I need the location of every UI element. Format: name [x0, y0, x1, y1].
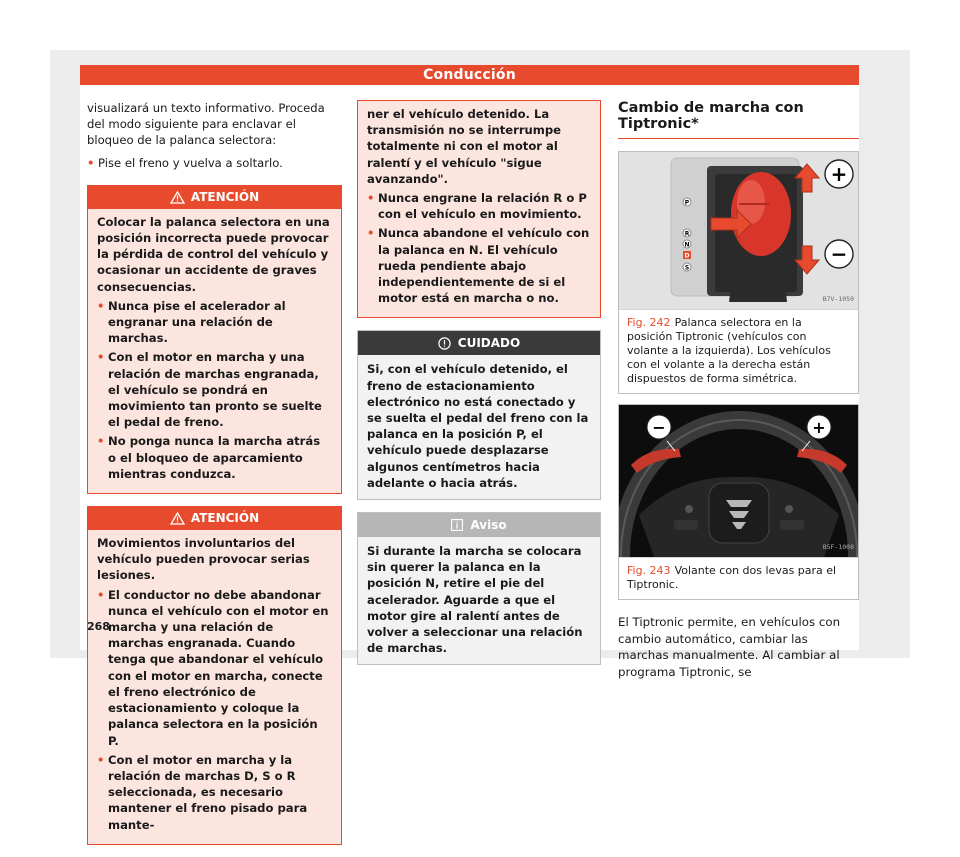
- warning-lead: Movimientos involuntarios del vehículo pueden provocar serias lesiones.: [97, 536, 310, 583]
- warning-item: • Nunca abandone el vehículo con la palanca en N. El vehículo rueda pendiente abajo independientemente de si el motor está en marcha o no.: [367, 225, 591, 306]
- warning-title: ATENCIÓN: [190, 511, 260, 526]
- caution-box: [357, 330, 601, 500]
- minus-symbol: −: [652, 418, 666, 438]
- warning-header: [88, 507, 341, 530]
- chapter-header: Conducción: [80, 65, 859, 85]
- caution-body: Si, con el vehículo detenido, el freno de estacionamiento electrónico no está conectado y se suelta el pedal del freno con la palanca en la posición P, el vehículo puede desplazarse algunos centímetros hacia adelante o hacia atrás.: [367, 362, 589, 490]
- caution-circle-icon: [438, 337, 451, 350]
- gear-label: N: [684, 241, 690, 249]
- figure-number: Fig. 243: [627, 564, 671, 578]
- plus-symbol: +: [812, 418, 826, 438]
- figure-code: B5F-1008: [822, 543, 854, 552]
- column-1: [87, 100, 342, 857]
- section-title: Cambio de marcha con Tiptronic*: [618, 100, 859, 139]
- figure-caption-text: Volante con dos levas para el Tiptronic.: [627, 564, 837, 592]
- notice-body: Si durante la marcha se colocara sin querer la palanca en la posición N, retire el pie del acelerador. Aguarde a que el motor gire al ralentí antes de volver a seleccionar una relación de marchas.: [367, 544, 583, 656]
- selector-lever-illustration: [619, 152, 858, 309]
- column-2: [357, 100, 601, 677]
- selector-lever-image: [619, 152, 858, 310]
- intro-paragraph: visualizará un texto informativo. Proceda del modo siguiente para enclavar el bloqueo de la palanca selectora:: [87, 101, 325, 148]
- steering-wheel-illustration: [619, 405, 858, 557]
- figure-243: [618, 404, 859, 600]
- warning-item: • Con el motor en marcha y una relación de marchas engranada, el vehículo se pondrá en movimiento tan pronto se suelte el pedal de freno.: [97, 349, 332, 430]
- info-icon: [451, 519, 463, 531]
- step-bullet: • Pise el freno y vuelva a soltarlo.: [87, 155, 342, 171]
- figure-caption: [619, 558, 858, 599]
- warning-item: • Nunca engrane la relación R o P con el vehículo en movimiento.: [367, 190, 591, 222]
- gear-label: D: [684, 252, 690, 260]
- minus-symbol: −: [830, 242, 848, 267]
- warning-continuation-box: [357, 100, 601, 318]
- warning-header: [88, 186, 341, 209]
- body-paragraph: El Tiptronic permite, en vehículos con cambio automático, cambiar las marchas manualmente. Al cambiar al programa Tiptronic, se: [618, 615, 841, 679]
- caution-title: CUIDADO: [457, 336, 521, 351]
- steering-wheel-image: [619, 405, 858, 558]
- warning-item: • Nunca pise el acelerador al engranar una relación de marchas.: [97, 298, 332, 347]
- gear-label: R: [684, 230, 690, 238]
- page-number: 268: [87, 620, 110, 633]
- warning-lead: Colocar la palanca selectora en una posición incorrecta puede provocar la pérdida de control del vehículo y ocasionar un accidente de graves consecuencias.: [97, 214, 330, 294]
- warning-item: • El conductor no debe abandonar nunca el vehículo con el motor en marcha y una relación de marchas engranada. Cuando tenga que abandonar el vehículo con el motor en marcha, conecte el freno electrónico de estacionamiento y coloque la palanca selectora en la posición P.: [97, 587, 332, 749]
- figure-caption: [619, 310, 858, 393]
- warning-lead: ner el vehículo detenido. La transmisión no se interrumpe totalmente ni con el motor al ralentí y el vehículo "sigue avanzando".: [367, 107, 562, 186]
- plus-symbol: +: [830, 162, 848, 187]
- figure-caption-text: Palanca selectora en la posición Tiptronic (vehículos con volante a la izquierda). Los vehículos con el volante a la derecha están dispuestos de forma simétrica.: [627, 316, 831, 386]
- notice-box: [357, 512, 601, 665]
- warning-box-2: [87, 506, 342, 845]
- warning-item: • Con el motor en marcha y la relación de marchas D, S o R seleccionada, es necesario mantener el freno pisado para mante-: [97, 752, 332, 833]
- figure-code: B7V-1050: [822, 295, 854, 304]
- column-3: [618, 100, 859, 686]
- warning-box-1: [87, 185, 342, 494]
- warning-triangle-icon: [170, 191, 185, 204]
- figure-number: Fig. 242: [627, 316, 671, 330]
- notice-title: Aviso: [470, 517, 507, 532]
- notice-header: [358, 513, 600, 537]
- warning-title: ATENCIÓN: [190, 190, 260, 205]
- warning-triangle-icon: [170, 512, 185, 525]
- gear-label: P: [684, 199, 690, 207]
- gear-label: S: [684, 264, 690, 272]
- warning-item: • No ponga nunca la marcha atrás o el bloqueo de aparcamiento mientras conduzca.: [97, 433, 332, 482]
- figure-242: [618, 151, 859, 394]
- caution-header: [358, 331, 600, 355]
